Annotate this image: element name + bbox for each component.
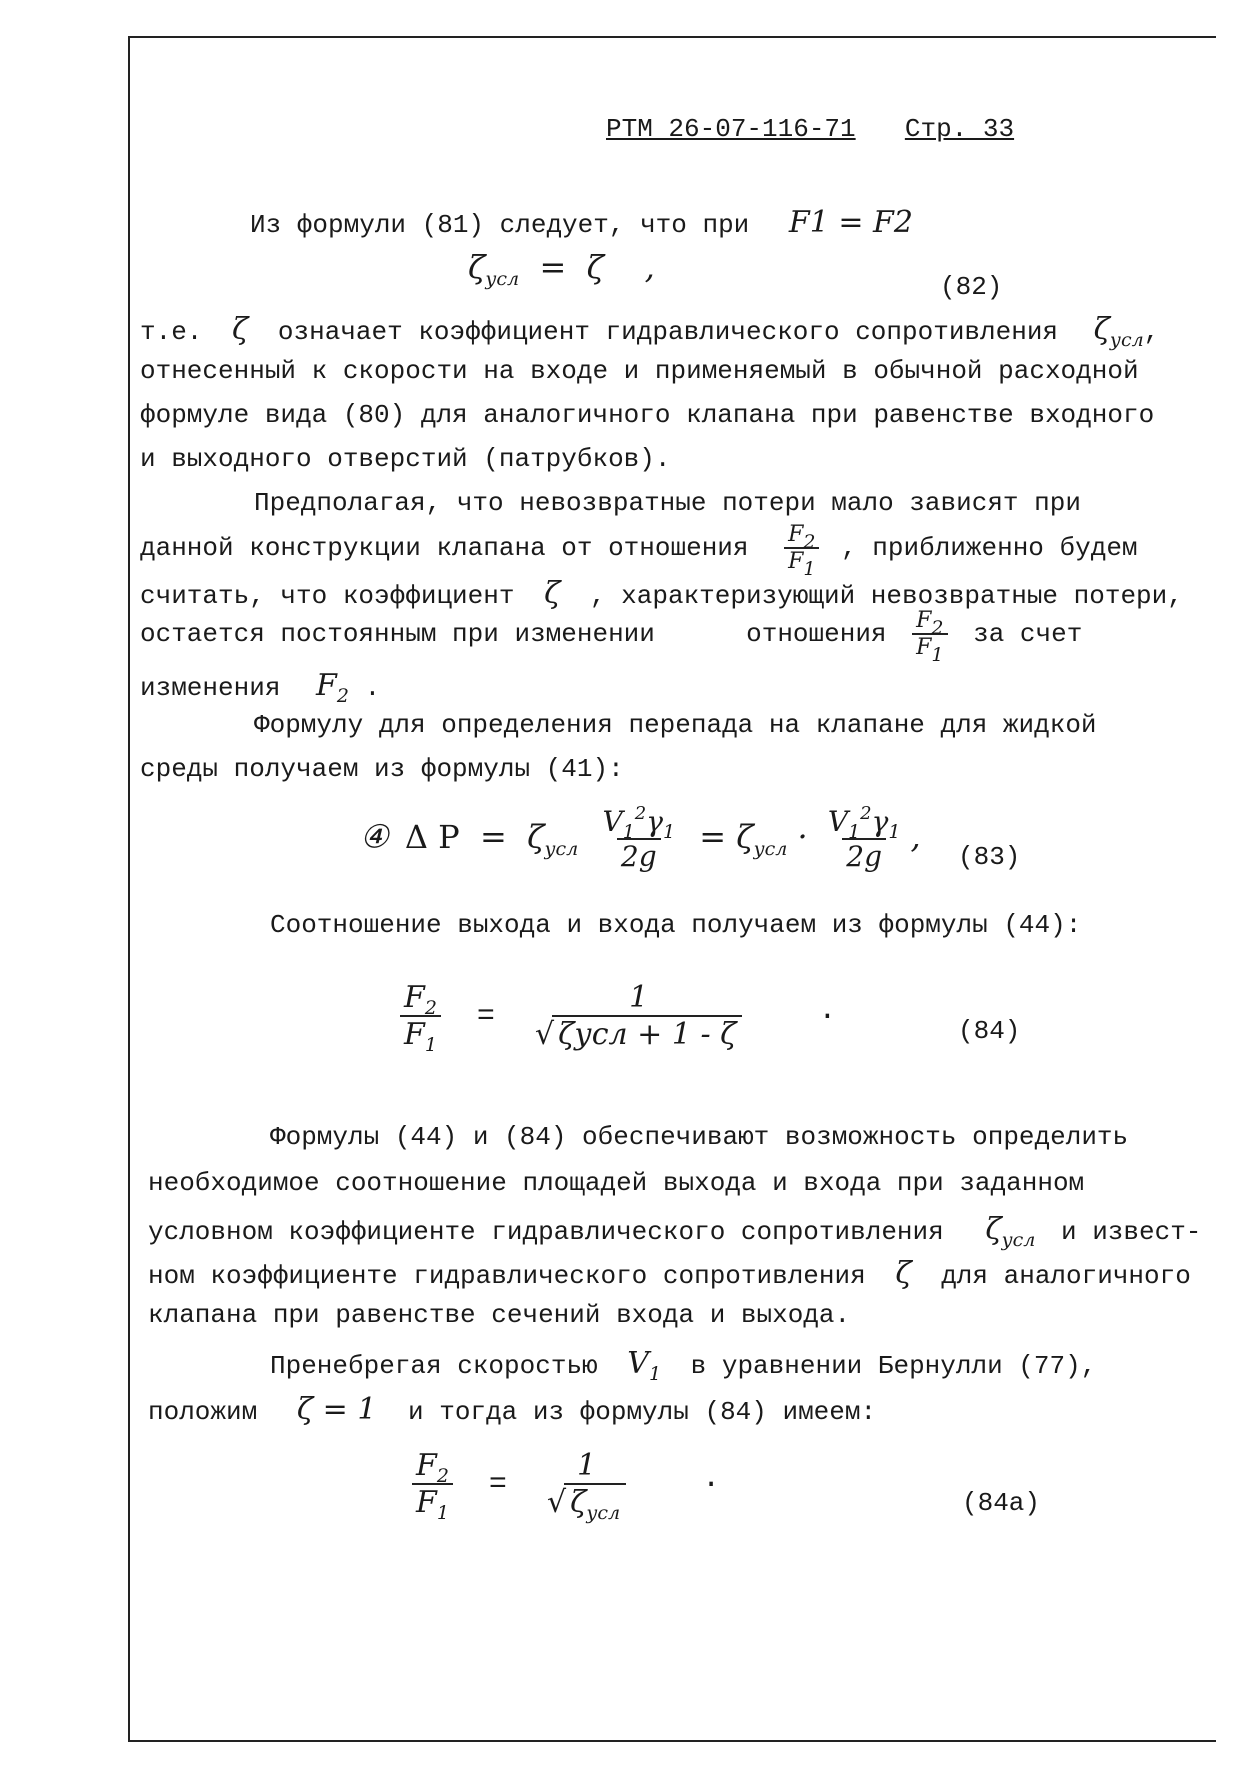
- ratio-f2-f1-b: $\frac{F2}{F1}$: [912, 608, 947, 660]
- para-2-line-2: отнесенный к скорости на входе и применяемый в обычной расходной: [140, 356, 1139, 386]
- eq-84: $\frac{F_2}{F_1}$ = 1 √ ζусл + 1 - ζ ·: [400, 980, 836, 1052]
- eq-84a-label: (84a): [962, 1488, 1041, 1518]
- eq-83-label: (83): [958, 842, 1021, 872]
- para-7-line-2: положим ζ = 1 и тогда из формулы (84) имеем:: [148, 1392, 877, 1427]
- eq-f1-f2: F1 = F2: [788, 205, 913, 240]
- para-6-line-3: условном коэффициенте гидравлического сопротивления $\zeta_{усл}$ и извест-: [148, 1212, 1202, 1251]
- para-2-line-1: т.е. ζ означает коэффициент гидравлического сопротивления $\zeta_{усл}$,: [140, 312, 1160, 351]
- para-3-line-2: данной конструкции клапана от отношения $\frac{F2}{F1}$ , приближенно будем: [140, 522, 1138, 580]
- eq-82: $\zeta_{усл} = \zeta$ ,: [468, 248, 655, 290]
- header: [606, 114, 1094, 144]
- para-2-line-3: формуле вида (80) для аналогичного клапана при равенстве входного: [140, 400, 1155, 430]
- para-6-line-4: ном коэффициенте гидравлического сопротивления ζ для аналогичного: [148, 1256, 1191, 1291]
- para-6-line-1: Формулы (44) и (84) обеспечивают возможность определить: [270, 1122, 1129, 1152]
- para-4-line-1: Формулу для определения перепада на клапане для жидкой: [254, 710, 1097, 740]
- eq-84-label: (84): [958, 1016, 1021, 1046]
- eq-82-label: (82): [940, 272, 1003, 302]
- page-number: Стр. 33: [904, 114, 1015, 144]
- zeta-symbol: ζ: [468, 248, 486, 286]
- para-3-line-5: изменения $F_2$ .: [140, 668, 381, 707]
- eq-83: ④ Δ $P = \zeta_{усл}$ $\frac{V_1^2\gamma_1}{2g}$ = $\zeta_{усл}$ · $\frac{V_1^2\gamma_1}{2g}$ ,: [360, 803, 921, 873]
- para-3-line-1: Предполагая, что невозвратные потери мало зависят при: [254, 488, 1081, 518]
- para-6-line-2: необходимое соотношение площадей выхода и входа при заданном: [148, 1168, 1085, 1198]
- para-3-line-4: остается постоянным при изменении отношения $\frac{F2}{F1}$ за счет: [140, 608, 1083, 666]
- doc-number: РТМ 26-07-116-71: [606, 114, 856, 144]
- para-4-line-2: среды получаем из формулы (41):: [140, 754, 624, 784]
- para-6-line-5: клапана при равенстве сечений входа и выхода.: [148, 1300, 851, 1330]
- para-5: Соотношение выхода и входа получаем из формулы (44):: [270, 910, 1082, 940]
- para-1-text: Из формули (81) следует, что при: [250, 210, 750, 240]
- ratio-f2-f1: $\frac{F2}{F1}$: [784, 522, 819, 574]
- para-1-line: [250, 205, 913, 240]
- para-2-line-4: и выходного отверстий (патрубков).: [140, 444, 671, 474]
- circled-4-mark: ④: [360, 817, 389, 856]
- para-7-line-1: Пренебрегая скоростью $V_1$ в уравнении Бернулли (77),: [270, 1346, 1097, 1385]
- eq-84a: $\frac{F_2}{F_1}$ = 1 √ $\zeta_{усл}$ ·: [412, 1448, 720, 1520]
- para-3-line-3: считать, что коэффициент ζ , характеризующий невозвратные потери,: [140, 576, 1183, 611]
